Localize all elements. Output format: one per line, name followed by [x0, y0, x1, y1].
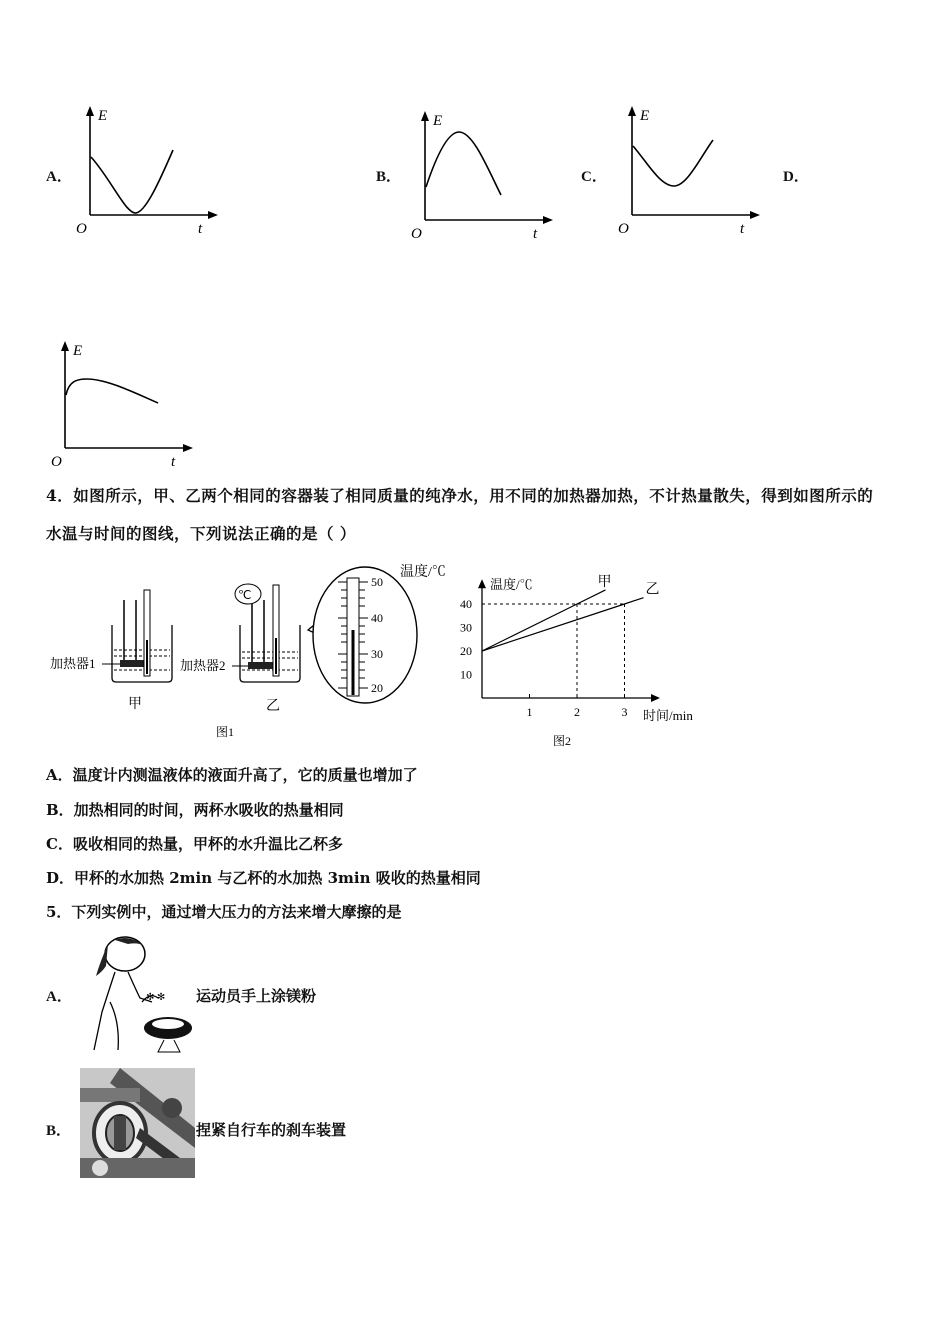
svg-text:40: 40: [371, 611, 383, 625]
origin-label: O: [76, 221, 87, 237]
option-d-label: D．: [783, 169, 809, 185]
energy-curve: [91, 150, 173, 213]
q5-option-b-text: 捏紧自行车的刹车装置: [196, 1121, 347, 1139]
figure-2-chart: [450, 560, 710, 750]
x-tick-label: 2: [574, 705, 580, 719]
chart-xlabel: 时间/min: [643, 708, 693, 723]
beaker-a-label: 甲: [128, 697, 142, 712]
svg-text:E: E: [73, 343, 83, 359]
q5-option-b-label: B．: [46, 1123, 72, 1139]
x-tick-label: 3: [621, 705, 628, 719]
series-label: 乙: [645, 582, 660, 598]
energy-curve: [426, 132, 501, 195]
graph-c: [612, 100, 772, 240]
svg-text:20: 20: [371, 681, 383, 695]
x-axis-arrow: [208, 211, 218, 219]
figure-2-caption: 图2: [553, 734, 572, 748]
q4-stem-line1: 4．如图所示，甲、乙两个相同的容器装了相同质量的纯净水，用不同的加热器加热，不计热量散失，得到如图所示的: [46, 486, 874, 505]
svg-text:E: E: [433, 113, 443, 129]
svg-text:E: E: [640, 108, 650, 124]
heater-1: [120, 660, 146, 667]
svg-text:O: O: [618, 221, 629, 237]
svg-text:O: O: [411, 226, 422, 242]
svg-text:30: 30: [371, 647, 383, 661]
chart-x-axis-arrow: [651, 694, 660, 702]
series-label: 甲: [597, 574, 612, 590]
magnified-scale: [308, 567, 417, 703]
chart-y-axis-arrow: [478, 579, 486, 588]
figure-1: [40, 560, 470, 745]
q5-stem: 5．下列实例中，通过增大压力的方法来增大摩擦的是: [46, 903, 402, 921]
svg-text:✻ ✻: ✻ ✻: [146, 992, 166, 1003]
graph-d: [45, 335, 205, 475]
q4-option-b: B．加热相同的时间，两杯水吸收的热量相同: [46, 801, 344, 819]
svg-text:t: t: [171, 454, 176, 470]
series-line-yi: [482, 598, 644, 651]
gymnast-image: [80, 932, 195, 1054]
series-line-jia: [482, 590, 606, 651]
heater-2: [248, 662, 274, 669]
beaker-b-label: 乙: [266, 699, 280, 714]
q5-option-a-label: A．: [46, 989, 72, 1005]
svg-text:t: t: [533, 226, 538, 242]
q5-option-a-text: 运动员手上涂镁粉: [196, 987, 317, 1005]
q4-option-d: D．甲杯的水加热 2min 与乙杯的水加热 3min 吸收的热量相同: [46, 869, 481, 887]
graph-a: [70, 100, 230, 240]
q4-option-c: C．吸收相同的热量，甲杯的水升温比乙杯多: [46, 835, 343, 853]
ylabel: E: [98, 108, 108, 124]
celsius-label: ℃: [238, 588, 252, 602]
y-tick-label: 30: [460, 620, 472, 635]
heater1-label: 加热器1: [50, 656, 96, 671]
svg-text:O: O: [51, 454, 62, 470]
chart-ylabel: 温度/℃: [490, 577, 533, 593]
scale-title: 温度/℃: [400, 565, 446, 580]
beaker-b: [232, 584, 300, 682]
svg-text:50: 50: [371, 575, 383, 589]
heater2-label: 加热器2: [180, 658, 226, 673]
beaker-a: [102, 590, 172, 682]
y-tick-label: 20: [460, 644, 472, 658]
y-axis-arrow: [86, 106, 94, 116]
option-c-label: C．: [581, 169, 607, 185]
option-a-label: A．: [46, 169, 72, 185]
xlabel: t: [198, 221, 203, 237]
option-b-label: B．: [376, 169, 402, 185]
y-tick-label: 40: [460, 597, 472, 611]
y-tick-label: 10: [460, 667, 472, 682]
svg-text:t: t: [740, 221, 745, 237]
energy-curve: [633, 140, 713, 186]
graph-b: [405, 105, 565, 245]
q4-stem-line2: 水温与时间的图线，下列说法正确的是（ ）: [46, 524, 356, 543]
bike-brake-image: [80, 1068, 195, 1178]
q4-option-a: A．温度计内测温液体的液面升高了，它的质量也增加了: [46, 766, 418, 784]
energy-curve: [66, 379, 158, 403]
figure-1-caption: 图1: [216, 725, 235, 739]
x-tick-label: 1: [526, 705, 533, 719]
